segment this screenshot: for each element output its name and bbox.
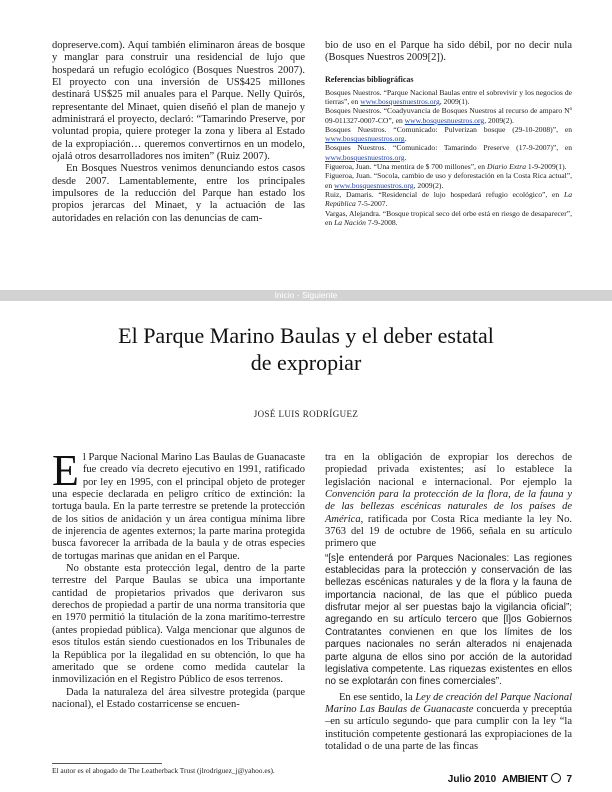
reference-entry [325, 106, 572, 125]
previous-article-left-column [52, 40, 305, 225]
reference-text: Ruiz, Damaris. “Residencial de lujo hospedará refugio ecológico”, en [325, 189, 564, 199]
reference-tail: 7-5-2007. [355, 199, 388, 209]
author-footnote: El autor es el abogado de The Leatherback Trust (jlrodriguez_j@yahoo.es). [52, 766, 275, 775]
reference-entry [325, 162, 572, 171]
reference-tail: , 2009(2). [484, 115, 514, 125]
article-left-column [52, 446, 305, 711]
reference-text: Bosques Nuestros. “Comunicado: Pulverizan bosque (29-10-2008)”, en [325, 124, 572, 134]
reference-text: Bosques Nuestros. “Coadyuvancia de Bosques Nuestros al recurso de amparo Nº 09-011327-0007-CO”, en [325, 106, 572, 125]
reference-link[interactable]: www.bosquesnuestros.org [360, 96, 440, 106]
issue-date: Julio 2010 [447, 774, 497, 785]
reference-entry [325, 125, 572, 144]
article-paragraph-5-text-b: concuerda y preceptúa –en su artículo segundo- que para cumplir con la ley “la institución competente gestionará las expropiaciones de la totalidad o de una parte de las fincas [325, 703, 572, 752]
article-paragraph-2: No obstante esta protección legal, dentro de la parte terrestre del Parque Baulas se ubica una importante cantidad de propietarios privados que derivaron sus derechos de propiedad a partir de una norma transitoria que en 1970 permitió la titulación de la zona marítimo-terrestre (antes propiedad pública). Valga mencionar que algunos de esos títulos están siendo cuestionados en los Tribunales de la República por la ilegalidad en su obtención, lo que ha ameritado que se ordene como medida cautelar la inmovilización en el Registro Público de esos terrenos. [52, 563, 305, 686]
navigation-band [0, 290, 612, 301]
nav-separator: - [294, 290, 302, 300]
article-title [60, 322, 552, 376]
reference-source: La República [325, 189, 572, 209]
page-number: 7 [566, 774, 572, 785]
magazine-logo: AMBIENT [501, 773, 548, 785]
reference-tail: . [404, 152, 407, 162]
page-folio [448, 773, 572, 785]
inicio-link[interactable]: Inicio [274, 290, 295, 300]
article-paragraph-1-text: l Parque Nacional Marino Las Baulas de Guanacaste fue creado vía decreto ejecutivo en 1991, ratificado por ley en 1995, con el principal objeto de proteger una especie declarada en peligro crítico de extinción: la tortuga baula. En la parte terrestre se pretende la protección de los sitios de anidación y un área contigua mínima libre de injerencia de agentes externos; la parte marina protegida busca favorecer la arribada de la baula y de otras especies de tortugas marinas que anidan en el Parque. [52, 452, 305, 562]
reference-link[interactable]: www.bosquesnuestros.org [325, 152, 405, 162]
previous-paragraph-1: dopreserve.com). Aquí también eliminaron áreas de bosque y manglar para construir una residencial de lujo que hospedará un refugio ecológico (Bosques Nuestros 2007). El proyecto con una inversión de US$425 millones destinará US$25 mil anuales para el Parque. Nelly Quirós, representante del Minaet, quien diseñó el plan de manejo y administrará el proyecto, declaró: “Tamarindo Preserve, por voluntad propia, quiere proteger la zona y libera al Estado de la expropiación… queremos convertirnos en un modelo, ojalá otros desarrolladores nos imiten” (Ruiz 2007). [52, 40, 305, 163]
convention-title: Convención para la protección de la flora, de la fauna y de las bellezas escénicas naturales de los países de América [325, 489, 572, 525]
reference-source: La Nación [334, 217, 366, 227]
drop-cap: E [52, 446, 79, 495]
reference-text: Bosques Nuestros. “Comunicado: Tamarindo Preserve (17-9-2007)”, en [325, 143, 572, 153]
article-paragraph-3: Dada la naturaleza del área silvestre protegida (parque nacional), el Estado costarricense se encuen- [52, 686, 305, 710]
reference-text: Vargas, Alejandra. “Bosque tropical seco del orbe está en riesgo de desaparecer”, en [325, 208, 572, 227]
law-title: Ley de creación del Parque Nacional Marino Las Baulas de Guanacaste [325, 691, 572, 715]
reference-text: Bosques Nuestros. “Parque Nacional Baulas entre el sobrevivir y los negocios de tierras”, en [325, 87, 572, 106]
article-paragraph-4-text-a: tra en la obligación de expropiar los derechos de propiedad privada existentes; así lo establece la legislación nacional e internacional. Por ejemplo la [325, 452, 572, 488]
footnote-divider [52, 763, 162, 764]
reference-entry [325, 171, 572, 190]
reference-entry [325, 143, 572, 162]
references-list [325, 88, 572, 227]
reference-tail: , 2009(1). [439, 96, 470, 106]
article-title-line-2: de expropiar [250, 350, 362, 375]
previous-paragraph-3: bio de uso en el Parque ha sido débil, por no decir nula (Bosques Nuestros 2009[2]). [325, 40, 572, 64]
reference-tail: 7-9-2008. [365, 217, 398, 227]
article-paragraph-4-text-b: , ratificada por Costa Rica mediante la ley No. 3763 del 19 de octubre de 1966, señala en su artículo primero que [325, 513, 572, 550]
navigation-links [0, 290, 612, 301]
reference-link[interactable]: www.bosquesnuestros.org [334, 180, 414, 190]
reference-source: Diario Extra [486, 162, 526, 172]
reference-entry [325, 88, 572, 107]
reference-link[interactable]: www.bosquesnuestros.org [404, 115, 485, 125]
globe-icon [551, 773, 561, 783]
siguiente-link[interactable]: Siguiente [301, 290, 338, 300]
article-right-column [325, 452, 572, 753]
reference-text: Figueroa, Juan. “Una mentira de $ 700 millones”, en [325, 162, 487, 172]
reference-tail: 1-9-2009(1). [526, 162, 567, 172]
reference-entry [325, 209, 572, 228]
legal-quote: “[s]e entenderá por Parques Nacionales: Las regiones establecidas para la protección y conservación de las bellezas escénicas naturales y de la flora y la fauna de importancia nacional, de las que el público pueda disfrutar mejor al ser puestas bajo la vigilancia oficial”; agregando en su artículo tercero que [l]os Gobiernos Contratantes convienen en que los límites de los parques nacionales no serán alterados ni enajenada parte alguna de ellos sino por acción de la autoridad legislativa competente. Las riquezas existentes en ellos no se explotarán con fines comerciales”. [325, 552, 572, 688]
article-title-line-1: El Parque Marino Baulas y el deber estatal [118, 323, 494, 348]
reference-text: Figueroa, Juan. “Socola, cambio de uso y deforestación en la Costa Rica actual”, en [325, 171, 572, 190]
article-paragraph-5-text-a: En ese sentido, la [339, 691, 416, 703]
reference-tail: . [404, 134, 407, 144]
reference-tail: , 2009(2). [413, 180, 444, 190]
article-author: JOSÉ LUIS RODRÍGUEZ [253, 409, 359, 419]
previous-article-right-column [325, 40, 572, 227]
article-paragraph-4 [325, 452, 572, 551]
references-heading: Referencias bibliográficas [325, 74, 414, 84]
article-paragraph-5 [325, 692, 572, 754]
reference-link[interactable]: www.bosquesnuestros.org [325, 134, 405, 144]
reference-entry [325, 190, 572, 209]
previous-paragraph-2: En Bosques Nuestros venimos denunciando estos casos desde 2007. Lamentablemente, entre los principales impulsores de la reducción del Parque han estado los propios jerarcas del Minaet, y la actuación de las autoridades en relación con las denuncias de cam- [52, 163, 305, 224]
article-paragraph-1 [52, 446, 305, 563]
